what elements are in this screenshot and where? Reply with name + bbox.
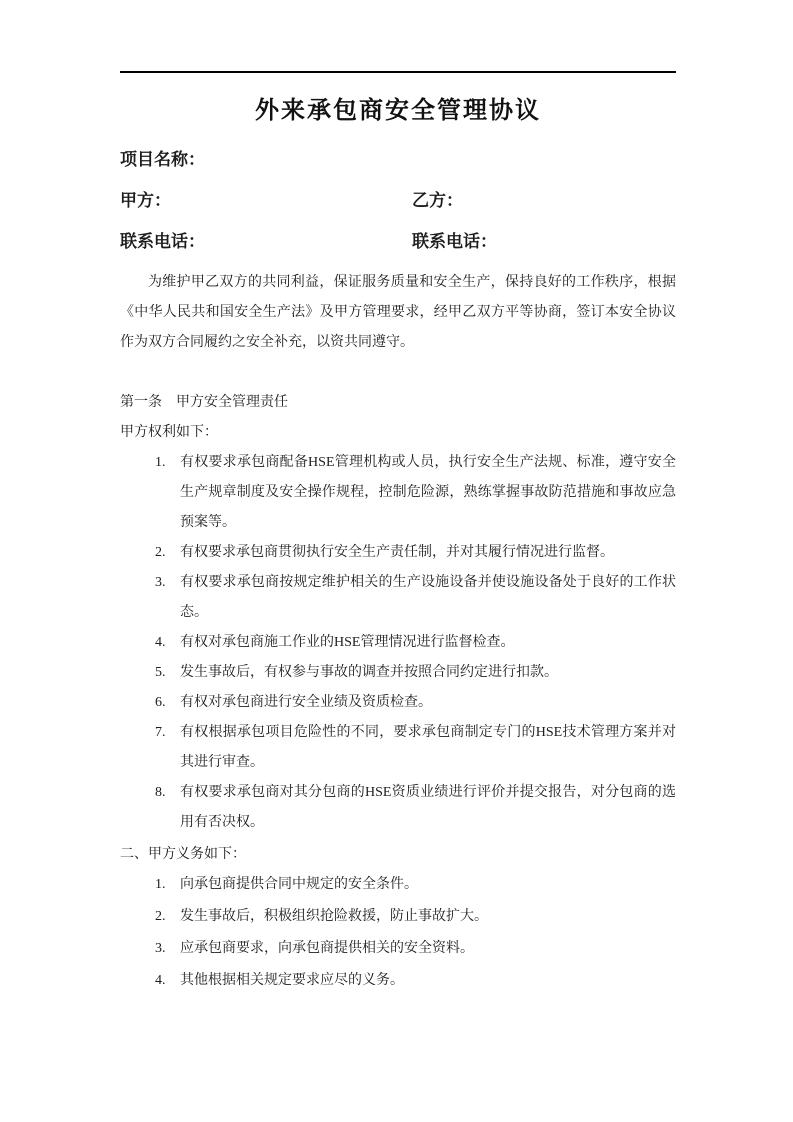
- header-rule-divider: [120, 71, 676, 73]
- rights-item-4: [120, 628, 676, 658]
- item-number: 8.: [155, 785, 166, 800]
- item-number: 5.: [155, 665, 166, 680]
- rights-item-7: [120, 718, 676, 778]
- phone-label-left: 联系电话：: [120, 232, 205, 251]
- item-number: 1.: [155, 455, 166, 470]
- preamble-paragraph: 为维护甲乙双方的共同利益，保证服务质量和安全生产，保持良好的工作秩序，根据《中华人民共和国安全生产法》及甲方管理要求，经甲乙双方平等协商，签订本安全协议作为双方合同履约之安全补充，以资共同遵守。: [120, 275, 676, 350]
- item-text: 有权根据承包项目危险性的不同，要求承包商制定专门的HSE技术管理方案并对其进行审查。: [180, 725, 676, 770]
- rights-item-6: [120, 688, 676, 718]
- item-number: 4.: [155, 635, 166, 650]
- rights-intro: 甲方权利如下：: [120, 425, 218, 440]
- article-1-heading: 第一条 甲方安全管理责任: [120, 395, 288, 410]
- project-name-label: 项目名称：: [120, 150, 205, 169]
- duties-item-2: [120, 902, 676, 932]
- phones-row: [120, 221, 676, 262]
- rights-item-1: [120, 448, 676, 538]
- item-number: 3.: [155, 941, 166, 956]
- item-number: 2.: [155, 909, 166, 924]
- item-text: 应承包商要求，向承包商提供相关的安全资料。: [180, 941, 474, 956]
- item-number: 7.: [155, 725, 166, 740]
- item-number: 2.: [155, 545, 166, 560]
- phone-label-right: 联系电话：: [412, 232, 497, 251]
- rights-item-2: [120, 538, 676, 568]
- rights-item-3: [120, 568, 676, 628]
- parties-row: [120, 180, 676, 221]
- item-text: 有权要求承包商贯彻执行安全生产责任制，并对其履行情况进行监督。: [180, 545, 614, 560]
- item-text: 发生事故后，有权参与事故的调查并按照合同约定进行扣款。: [180, 665, 558, 680]
- item-text: 有权对承包商施工作业的HSE管理情况进行监督检查。: [180, 635, 515, 650]
- meta-section: [120, 139, 676, 262]
- duties-item-4: [120, 966, 676, 996]
- duties-item-3: [120, 934, 676, 964]
- document-title: 外来承包商安全管理协议: [255, 97, 541, 124]
- item-text: 有权对承包商进行安全业绩及资质检查。: [180, 695, 432, 710]
- duties-heading: 二、甲方义务如下：: [120, 847, 246, 862]
- duties-list: [120, 870, 676, 996]
- rights-list: [120, 448, 676, 838]
- item-text: 其他根据相关规定要求应尽的义务。: [180, 973, 404, 988]
- item-text: 向承包商提供合同中规定的安全条件。: [180, 877, 418, 892]
- party-b-label: 乙方：: [412, 191, 463, 210]
- item-text: 有权要求承包商对其分包商的HSE资质业绩进行评价并提交报告，对分包商的选用有否决权。: [180, 785, 676, 830]
- item-number: 6.: [155, 695, 166, 710]
- party-a-label: 甲方：: [120, 191, 171, 210]
- document-content: [120, 0, 676, 998]
- item-number: 4.: [155, 973, 166, 988]
- duties-item-1: [120, 870, 676, 900]
- rights-item-8: [120, 778, 676, 838]
- item-number: 3.: [155, 575, 166, 590]
- project-name-row: [120, 139, 676, 180]
- item-text: 有权要求承包商按规定维护相关的生产设施设备并使设施设备处于良好的工作状态。: [180, 575, 676, 620]
- rights-item-5: [120, 658, 676, 688]
- item-text: 发生事故后，积极组织抢险救援，防止事故扩大。: [180, 909, 488, 924]
- item-text: 有权要求承包商配备HSE管理机构或人员，执行安全生产法规、标准，遵守安全生产规章制度及安全操作规程，控制危险源，熟练掌握事故防范措施和事故应急预案等。: [180, 455, 676, 530]
- item-number: 1.: [155, 877, 166, 892]
